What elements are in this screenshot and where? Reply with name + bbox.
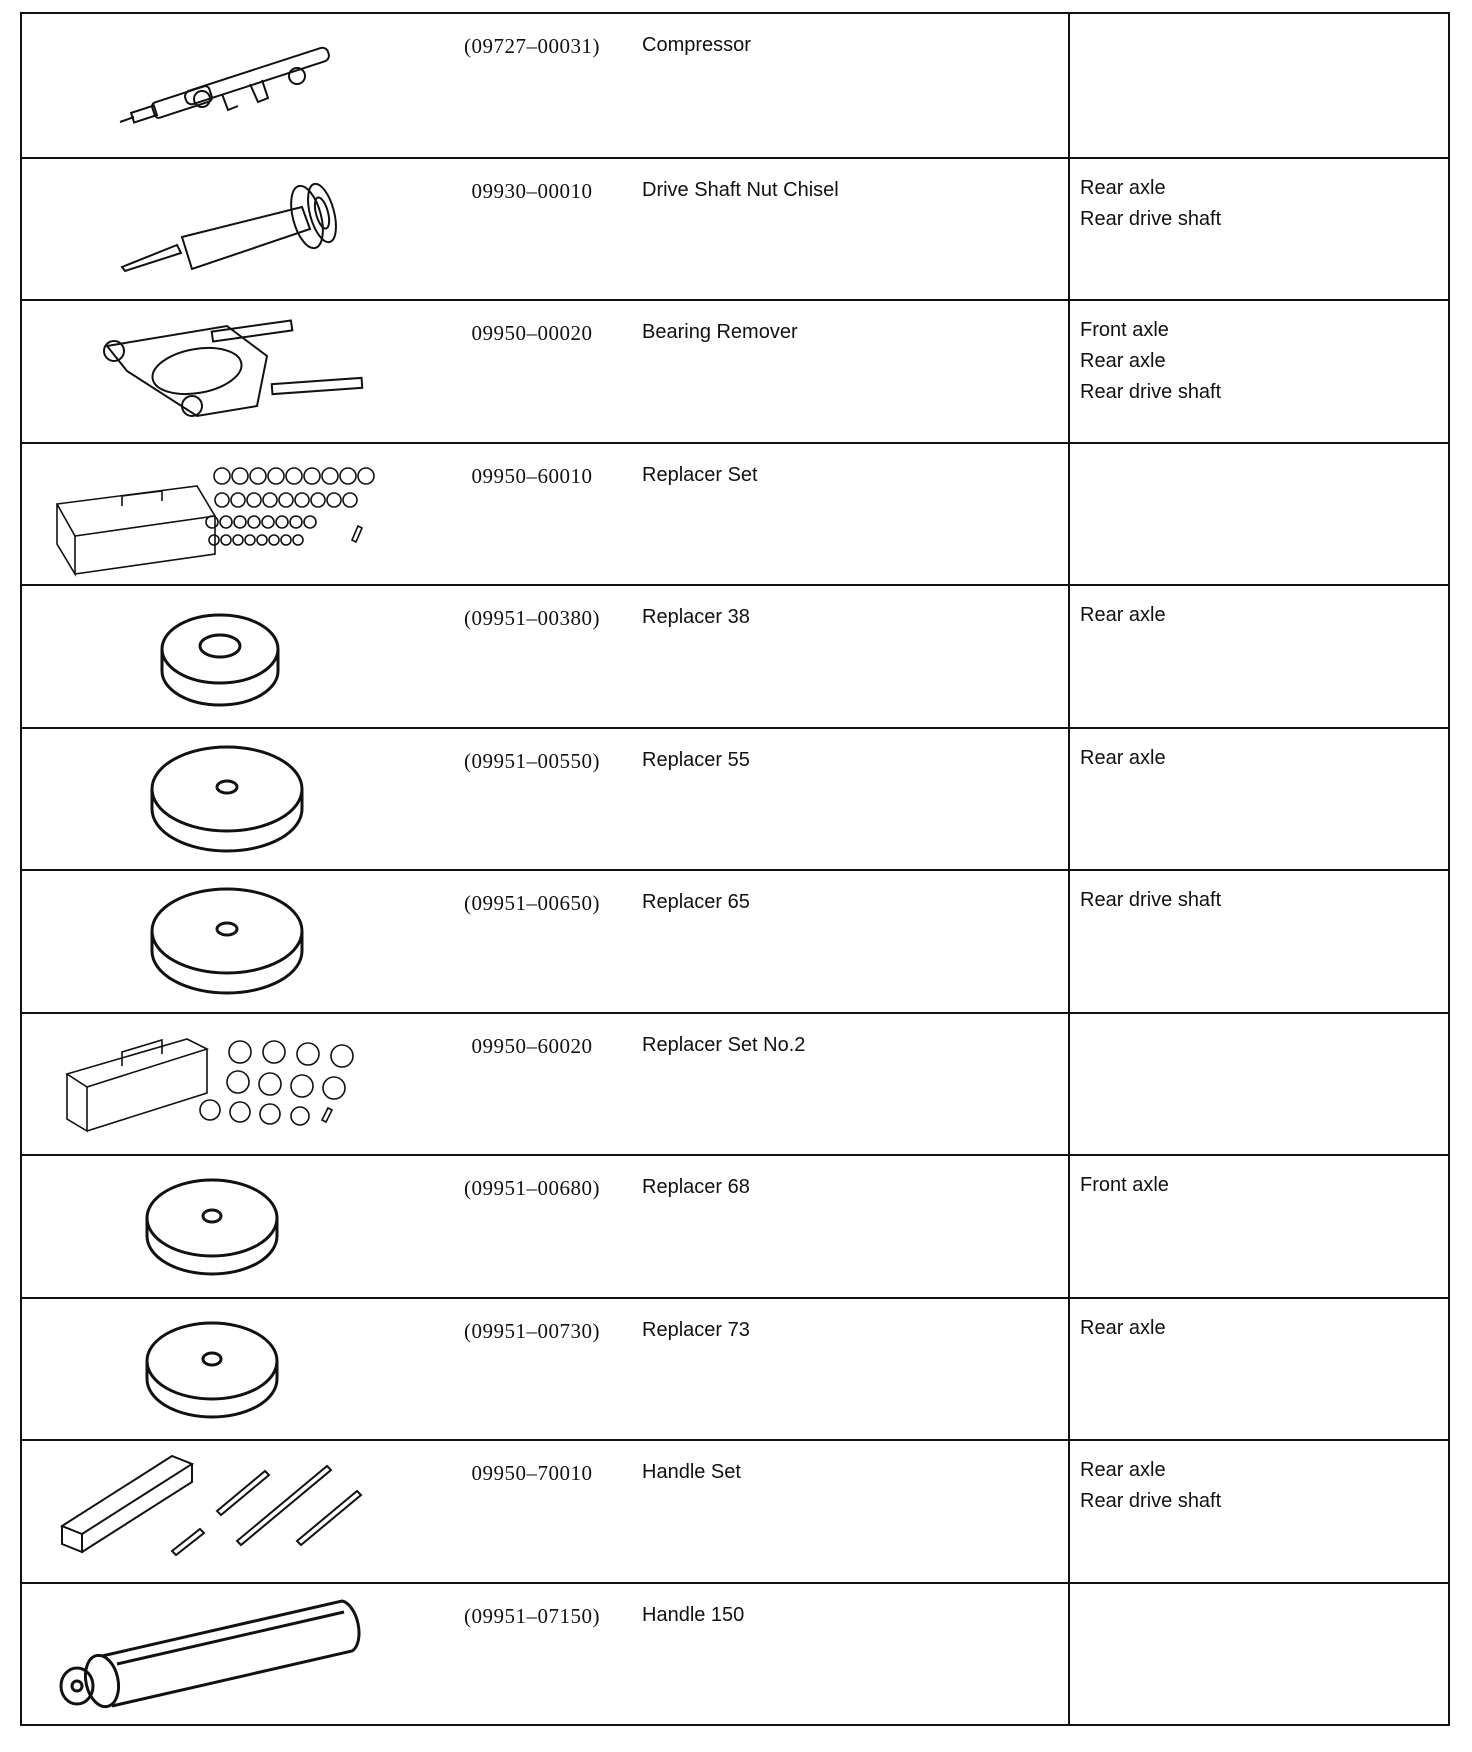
part-number: 09950–00020 (471, 321, 593, 345)
part-number: (09951–00380) (464, 606, 600, 630)
replacer-disc-icon (22, 586, 442, 727)
usage-cell (1068, 1584, 1448, 1725)
usage-item: Front axle (1080, 1174, 1169, 1196)
usage-cell (1068, 729, 1448, 870)
part-number: (09727–00031) (464, 34, 600, 58)
table-row (22, 442, 1448, 585)
usage-cell (1068, 1299, 1448, 1440)
tool-name: Replacer 38 (642, 606, 750, 628)
tool-name: Replacer Set (642, 463, 758, 486)
usage-item: Front axle (1080, 319, 1169, 341)
tool-name: Bearing Remover (642, 321, 798, 343)
part-number: 09950–70010 (471, 1461, 593, 1485)
table-row (22, 299, 1448, 442)
replacer-disc-icon (22, 729, 442, 870)
usage-cell (1068, 301, 1448, 442)
part-number: (09951–00680) (464, 1176, 600, 1200)
table-row (22, 584, 1448, 727)
tool-name: Replacer 55 (642, 748, 750, 771)
tool-name: Replacer Set No.2 (642, 1033, 806, 1056)
replacer-set-icon (22, 444, 442, 585)
usage-item: Rear axle (1080, 350, 1166, 372)
usage-cell (1068, 1156, 1448, 1297)
replacer-disc-icon (22, 871, 442, 1012)
tool-name: Replacer 68 (642, 1176, 750, 1198)
usage-item: Rear axle (1080, 604, 1166, 626)
chisel-tool-icon (22, 159, 442, 300)
replacer-disc-icon (22, 1299, 442, 1440)
usage-cell (1068, 14, 1448, 157)
bearing-remover-icon (22, 301, 442, 442)
part-number: (09951–07150) (464, 1603, 600, 1628)
usage-cell (1068, 871, 1448, 1012)
usage-item: Rear drive shaft (1080, 889, 1222, 911)
table-row (22, 869, 1448, 1012)
table-row (22, 1297, 1448, 1440)
table-row (22, 1012, 1448, 1155)
usage-cell (1068, 1014, 1448, 1155)
usage-cell (1068, 444, 1448, 585)
part-number: 09950–60010 (471, 463, 593, 488)
tool-name: Replacer 73 (642, 1318, 750, 1341)
table-row (22, 1439, 1448, 1582)
usage-cell (1068, 586, 1448, 727)
table-row (22, 157, 1448, 300)
usage-item: Rear drive shaft (1080, 207, 1222, 230)
part-number: 09930–00010 (471, 178, 593, 203)
part-number: (09951–00550) (464, 748, 600, 773)
tool-name: Compressor (642, 34, 751, 56)
tool-name: Drive Shaft Nut Chisel (642, 178, 839, 201)
usage-item: Rear axle (1080, 1316, 1166, 1339)
part-number: (09951–00650) (464, 891, 600, 915)
table-row (22, 14, 1448, 157)
usage-cell (1068, 1441, 1448, 1582)
handle-bar-icon (22, 1584, 442, 1725)
part-number: 09950–60020 (471, 1033, 593, 1058)
usage-item: Rear drive shaft (1080, 1490, 1222, 1512)
usage-item: Rear axle (1080, 1459, 1166, 1481)
compressor-tool-icon (22, 14, 442, 157)
table-row (22, 1582, 1448, 1725)
replacer-disc-icon (22, 1156, 442, 1297)
usage-item: Rear axle (1080, 176, 1166, 199)
usage-cell (1068, 159, 1448, 300)
tool-name: Handle 150 (642, 1603, 745, 1626)
usage-item: Rear axle (1080, 746, 1166, 769)
tool-name: Replacer 65 (642, 891, 750, 913)
table-row (22, 1154, 1448, 1297)
handle-set-icon (22, 1441, 442, 1582)
replacer-set-icon (22, 1014, 442, 1155)
table-row (22, 727, 1448, 870)
usage-item: Rear drive shaft (1080, 381, 1222, 403)
tool-name: Handle Set (642, 1461, 741, 1483)
special-tools-table (20, 12, 1450, 1726)
part-number: (09951–00730) (464, 1318, 600, 1343)
